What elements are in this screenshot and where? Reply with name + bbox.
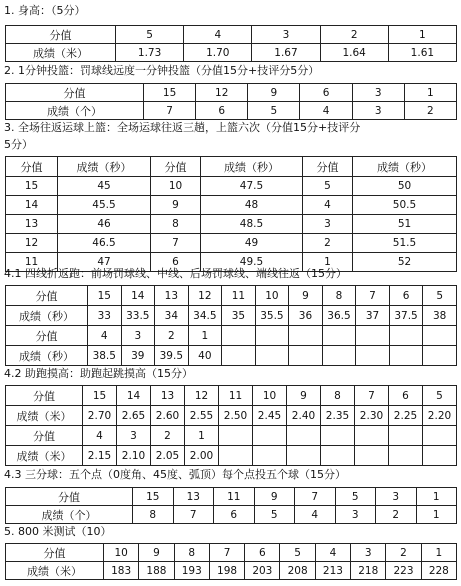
score-cell: 36.5 [322,306,356,326]
score-cell: 45 [58,177,151,196]
empty-cell [321,426,355,446]
points-cell: 7 [209,544,244,562]
points-cell: 4 [315,544,350,562]
empty-cell [355,426,389,446]
points-cell: 5 [423,286,457,306]
points-cell: 5 [280,544,315,562]
empty-cell [321,446,355,466]
points-cell: 1 [303,253,353,272]
points-cell: 3 [352,84,404,102]
points-cell: 13 [155,286,189,306]
score-cell: 1.64 [320,44,388,62]
score-cell: 3 [352,102,404,120]
score-cell: 2.00 [185,446,219,466]
table-head-points: 分值 [6,386,83,406]
score-cell: 8 [133,506,174,524]
points-cell: 13 [6,215,58,234]
points-cell: 9 [139,544,174,562]
table-head-score: 成绩（个） [6,102,144,120]
empty-cell [423,346,457,366]
score-cell: 1.67 [252,44,320,62]
section-4-3-table [5,487,457,524]
empty-cell [255,346,289,366]
points-cell: 3 [376,488,417,506]
points-cell: 3 [121,326,155,346]
score-cell: 51.5 [353,234,457,253]
score-cell: 1.61 [388,44,456,62]
points-cell: 10 [104,544,139,562]
section-1-table [5,25,457,62]
empty-cell [356,326,390,346]
score-cell: 39 [121,346,155,366]
score-cell: 2.60 [151,406,185,426]
points-cell: 9 [151,196,201,215]
empty-cell [255,326,289,346]
points-cell: 4 [184,26,252,44]
points-cell: 1 [404,84,456,102]
points-cell: 10 [253,386,287,406]
score-cell: 193 [174,562,209,580]
score-cell: 34.5 [188,306,222,326]
points-cell: 5 [335,488,376,506]
score-cell: 198 [209,562,244,580]
table-head-points: 分值 [6,326,88,346]
empty-cell [322,326,356,346]
points-cell: 9 [248,84,300,102]
points-cell: 9 [287,386,321,406]
points-cell: 3 [303,215,353,234]
points-cell: 3 [117,426,151,446]
points-cell: 4 [88,326,122,346]
empty-cell [355,446,389,466]
empty-cell [289,346,323,366]
points-cell: 3 [252,26,320,44]
score-cell: 2.25 [389,406,423,426]
empty-cell [322,346,356,366]
points-cell: 12 [196,84,248,102]
table-row [6,234,457,253]
points-cell: 6 [151,253,201,272]
score-cell: 2.55 [185,406,219,426]
points-cell: 14 [6,196,58,215]
points-cell: 7 [295,488,336,506]
score-cell: 213 [315,562,350,580]
empty-cell [389,446,423,466]
score-cell: 2.35 [321,406,355,426]
score-cell: 51 [353,215,457,234]
score-cell: 2.30 [355,406,389,426]
points-cell: 11 [214,488,255,506]
points-cell: 1 [416,488,457,506]
table-row [6,196,457,215]
score-cell: 34 [155,306,189,326]
score-cell: 6 [214,506,255,524]
table-head-points: 分值 [6,544,104,562]
score-cell: 2.05 [151,446,185,466]
score-cell: 223 [386,562,421,580]
points-cell: 4 [303,196,353,215]
points-cell: 9 [289,286,323,306]
empty-cell [389,346,423,366]
points-cell: 8 [322,286,356,306]
score-cell: 33 [88,306,122,326]
section-4-3-title: 4.3 三分球：五个点（0度角、45度、弧顶）每个点投五个球（15分） [4,468,346,481]
points-cell: 15 [83,386,117,406]
points-cell: 13 [173,488,214,506]
score-cell: 1 [416,506,457,524]
points-cell: 7 [356,286,390,306]
empty-cell [253,426,287,446]
empty-cell [253,446,287,466]
section-3-title-cont: 5分） [4,138,33,151]
empty-cell [222,326,256,346]
points-cell: 7 [151,234,201,253]
points-cell: 8 [174,544,209,562]
points-cell: 14 [117,386,151,406]
score-cell: 49.5 [201,253,303,272]
section-1-title: 1. 身高：（5分） [4,4,86,17]
points-cell: 11 [219,386,253,406]
points-cell: 11 [6,253,58,272]
score-cell: 2.20 [423,406,457,426]
section-5-table [5,543,457,580]
table-head-points: 分值 [151,157,201,177]
table-head-score: 成绩（米） [6,446,83,466]
table-head-score: 成绩（米） [6,44,116,62]
table-head-score: 成绩（秒） [6,306,88,326]
score-cell: 2.10 [117,446,151,466]
table-head-score: 成绩（个） [6,506,133,524]
points-cell: 13 [151,386,185,406]
section-3-table [5,156,457,272]
score-cell: 47 [58,253,151,272]
score-cell: 4 [295,506,336,524]
table-head-points: 分值 [6,488,133,506]
score-cell: 2 [404,102,456,120]
score-cell: 3 [335,506,376,524]
points-cell: 15 [144,84,196,102]
score-cell: 39.5 [155,346,189,366]
section-4-1-title: 4.1 四线折返跑：前场罚球线、中线、后场罚球线、端线往返（15分） [4,267,347,280]
points-cell: 8 [151,215,201,234]
score-cell: 37.5 [389,306,423,326]
score-cell: 1.73 [116,44,184,62]
score-cell: 2.45 [253,406,287,426]
score-cell: 7 [144,102,196,120]
points-cell: 12 [6,234,58,253]
score-cell: 47.5 [201,177,303,196]
points-cell: 2 [155,326,189,346]
table-head-score: 成绩（米） [6,406,83,426]
table-head-points: 分值 [6,84,144,102]
table-head-score: 成绩（秒） [6,346,88,366]
empty-cell [219,446,253,466]
table-head-score: 成绩（秒） [353,157,457,177]
score-cell: 7 [173,506,214,524]
points-cell: 1 [188,326,222,346]
score-cell: 45.5 [58,196,151,215]
score-cell: 4 [300,102,352,120]
score-cell: 203 [245,562,280,580]
score-cell: 38.5 [88,346,122,366]
empty-cell [389,426,423,446]
points-cell: 12 [185,386,219,406]
empty-cell [289,326,323,346]
points-cell: 5 [116,26,184,44]
score-cell: 5 [254,506,295,524]
section-4-2-title: 4.2 助跑摸高：助跑起跳摸高（15分） [4,367,193,380]
section-4-2-table [5,385,457,466]
score-cell: 49 [201,234,303,253]
score-cell: 52 [353,253,457,272]
score-cell: 50.5 [353,196,457,215]
score-cell: 46.5 [58,234,151,253]
empty-cell [356,346,390,366]
points-cell: 2 [386,544,421,562]
empty-cell [389,326,423,346]
score-cell: 40 [188,346,222,366]
points-cell: 7 [355,386,389,406]
score-cell: 208 [280,562,315,580]
points-cell: 2 [320,26,388,44]
points-cell: 12 [188,286,222,306]
points-cell: 10 [151,177,201,196]
section-2-table [5,83,457,120]
empty-cell [219,426,253,446]
empty-cell [423,446,457,466]
table-head-points: 分值 [6,157,58,177]
section-2-title: 2. 1分钟投篮：罚球线远度一分钟投篮（分值15分+技评分5分） [4,64,320,77]
score-cell: 2.50 [219,406,253,426]
table-head-points: 分值 [303,157,353,177]
score-cell: 2.70 [83,406,117,426]
score-cell: 50 [353,177,457,196]
score-cell: 183 [104,562,139,580]
table-head-points: 分值 [6,286,88,306]
points-cell: 5 [423,386,457,406]
points-cell: 3 [351,544,386,562]
points-cell: 1 [185,426,219,446]
points-cell: 15 [88,286,122,306]
points-cell: 6 [389,386,423,406]
section-5-title: 5. 800 米测试（10） [4,525,112,538]
points-cell: 11 [222,286,256,306]
empty-cell [287,426,321,446]
points-cell: 9 [254,488,295,506]
empty-cell [423,426,457,446]
empty-cell [222,346,256,366]
score-cell: 188 [139,562,174,580]
section-3-title: 3. 全场往返运球上篮：全场运球往返三趟，上篮六次（分值15分+技评分 [4,121,361,134]
points-cell: 2 [151,426,185,446]
score-cell: 46 [58,215,151,234]
score-cell: 5 [248,102,300,120]
score-cell: 38 [423,306,457,326]
score-cell: 48.5 [201,215,303,234]
points-cell: 5 [303,177,353,196]
points-cell: 4 [83,426,117,446]
points-cell: 6 [300,84,352,102]
table-head-score: 成绩（秒） [201,157,303,177]
score-cell: 6 [196,102,248,120]
points-cell: 1 [421,544,456,562]
table-row [6,215,457,234]
table-row [6,177,457,196]
points-cell: 6 [389,286,423,306]
score-cell: 35.5 [255,306,289,326]
empty-cell [423,326,457,346]
score-cell: 33.5 [121,306,155,326]
points-cell: 1 [388,26,456,44]
score-cell: 218 [351,562,386,580]
score-cell: 2.40 [287,406,321,426]
score-cell: 36 [289,306,323,326]
points-cell: 6 [245,544,280,562]
points-cell: 10 [255,286,289,306]
points-cell: 15 [133,488,174,506]
score-cell: 2 [376,506,417,524]
section-4-1-table [5,285,457,366]
points-cell: 15 [6,177,58,196]
points-cell: 14 [121,286,155,306]
points-cell: 2 [303,234,353,253]
table-head-score: 成绩（米） [6,562,104,580]
score-cell: 48 [201,196,303,215]
score-cell: 2.65 [117,406,151,426]
score-cell: 2.15 [83,446,117,466]
points-cell: 8 [321,386,355,406]
table-head-points: 分值 [6,426,83,446]
score-cell: 1.70 [184,44,252,62]
table-head-points: 分值 [6,26,116,44]
table-head-score: 成绩（秒） [58,157,151,177]
score-cell: 35 [222,306,256,326]
score-cell: 228 [421,562,456,580]
score-cell: 37 [356,306,390,326]
empty-cell [287,446,321,466]
